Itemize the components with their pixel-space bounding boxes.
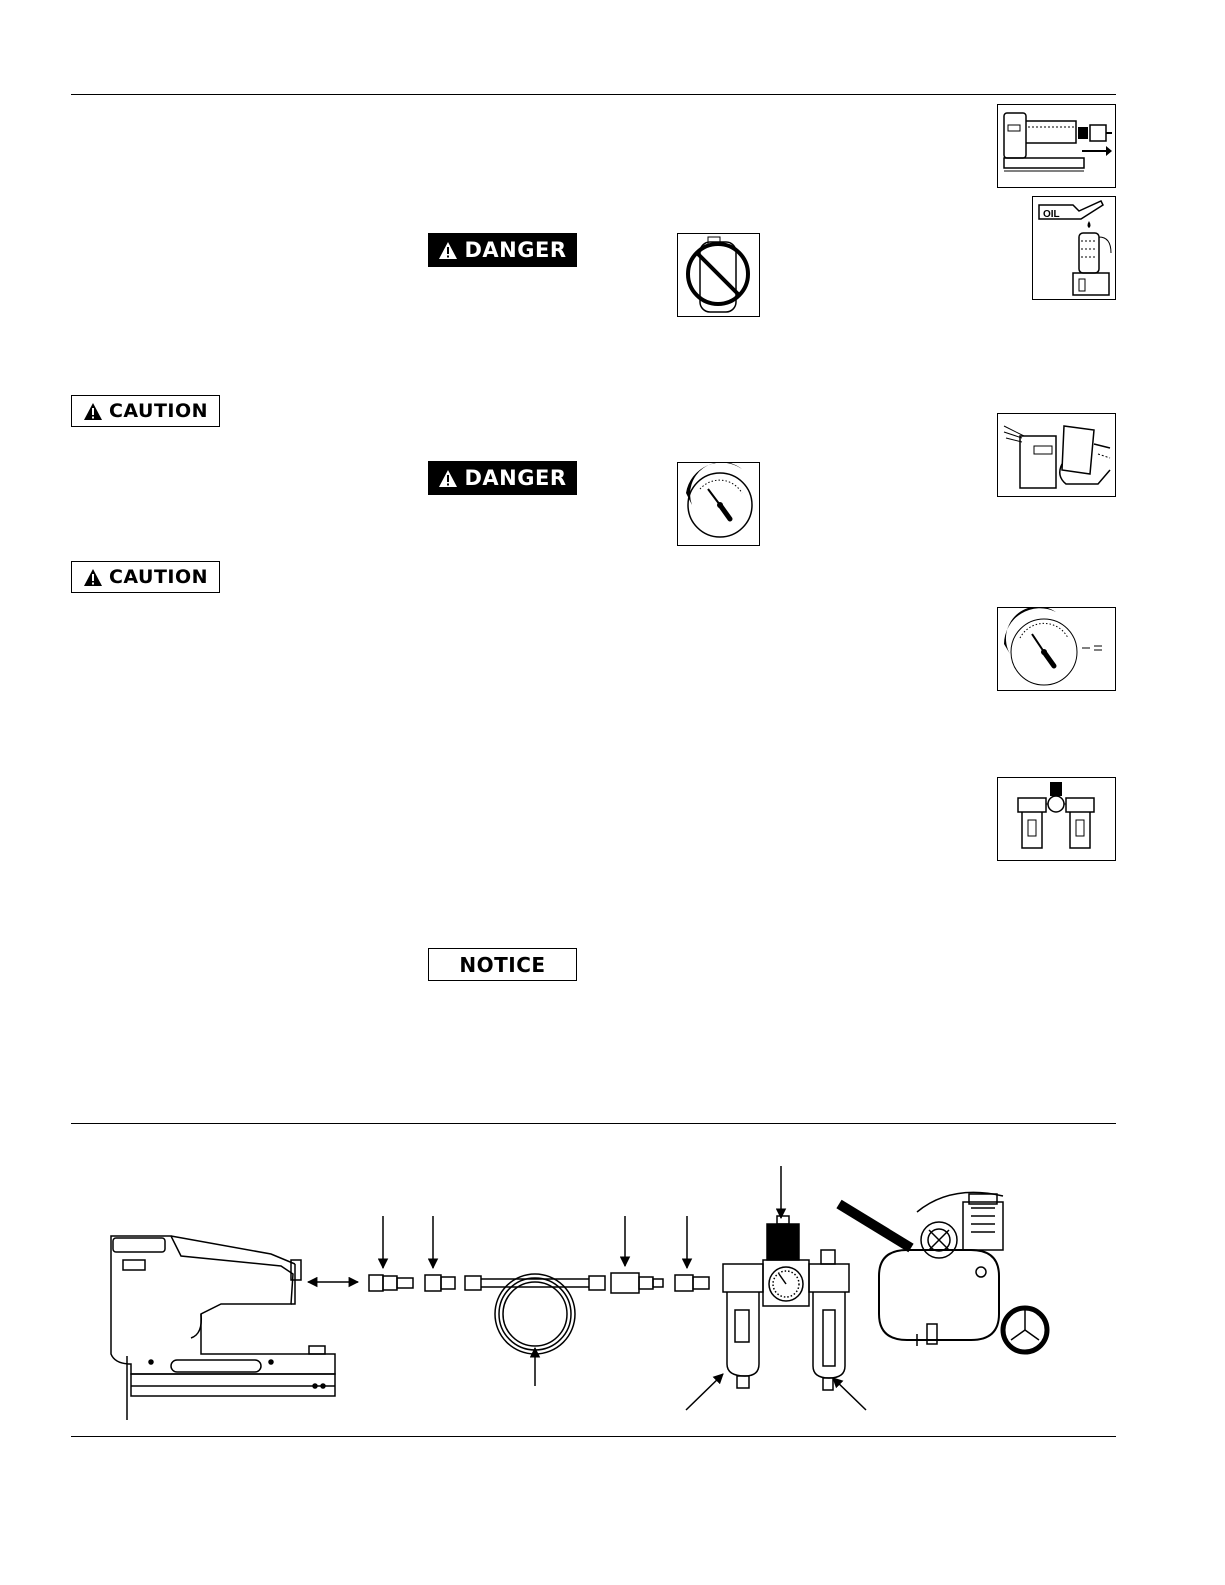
oil-bottle-icon bbox=[1033, 197, 1114, 298]
frl-unit-illustration bbox=[997, 777, 1116, 861]
caution-label-text: CAUTION bbox=[108, 400, 209, 422]
danger-label-2 bbox=[428, 461, 577, 495]
pressure-gauge-illustration-1 bbox=[677, 462, 760, 546]
no-bottled-gas-icon bbox=[678, 234, 758, 315]
warning-triangle-icon bbox=[438, 469, 458, 488]
diagram-bottom-rule bbox=[71, 1436, 1116, 1437]
warning-triangle-icon bbox=[83, 402, 103, 421]
air-system-diagram bbox=[71, 1124, 1116, 1435]
warning-triangle-icon bbox=[438, 241, 458, 260]
female-coupler-fitting-icon bbox=[611, 1273, 663, 1293]
nailer-icon bbox=[111, 1236, 335, 1420]
caution-label-text: CAUTION bbox=[108, 566, 209, 588]
notice-label bbox=[428, 948, 577, 981]
air-compressor-icon bbox=[839, 1192, 1047, 1352]
top-rule bbox=[71, 94, 1116, 95]
warning-triangle-icon bbox=[83, 568, 103, 587]
caution-label-1 bbox=[71, 395, 220, 427]
cleaning-hands-icon bbox=[998, 414, 1114, 495]
frl-unit-icon bbox=[723, 1216, 849, 1390]
danger-label-text: DANGER bbox=[464, 238, 567, 262]
danger-label-1 bbox=[428, 233, 577, 267]
no-bottled-gas-illustration bbox=[677, 233, 760, 317]
plug-fitting-icon bbox=[675, 1275, 709, 1291]
disconnect-air-icon bbox=[998, 105, 1114, 186]
notice-label-text: NOTICE bbox=[459, 952, 546, 977]
oil-text: OIL bbox=[1043, 209, 1060, 220]
danger-label-text: DANGER bbox=[464, 466, 567, 490]
coupler-fitting-icon bbox=[425, 1275, 455, 1291]
air-system-diagram-drawing bbox=[71, 1124, 1116, 1435]
caution-label-2 bbox=[71, 561, 220, 593]
air-hose-icon bbox=[465, 1274, 605, 1354]
pressure-gauge-illustration-2 bbox=[997, 607, 1116, 691]
pressure-gauge-icon bbox=[678, 463, 758, 544]
male-plug-fitting-icon bbox=[369, 1275, 413, 1291]
cleaning-illustration bbox=[997, 413, 1116, 497]
oil-tool-illustration bbox=[1032, 196, 1116, 300]
filter-regulator-lubricator-icon bbox=[998, 778, 1114, 859]
disconnect-air-illustration bbox=[997, 104, 1116, 188]
pressure-gauge-icon bbox=[998, 608, 1114, 689]
